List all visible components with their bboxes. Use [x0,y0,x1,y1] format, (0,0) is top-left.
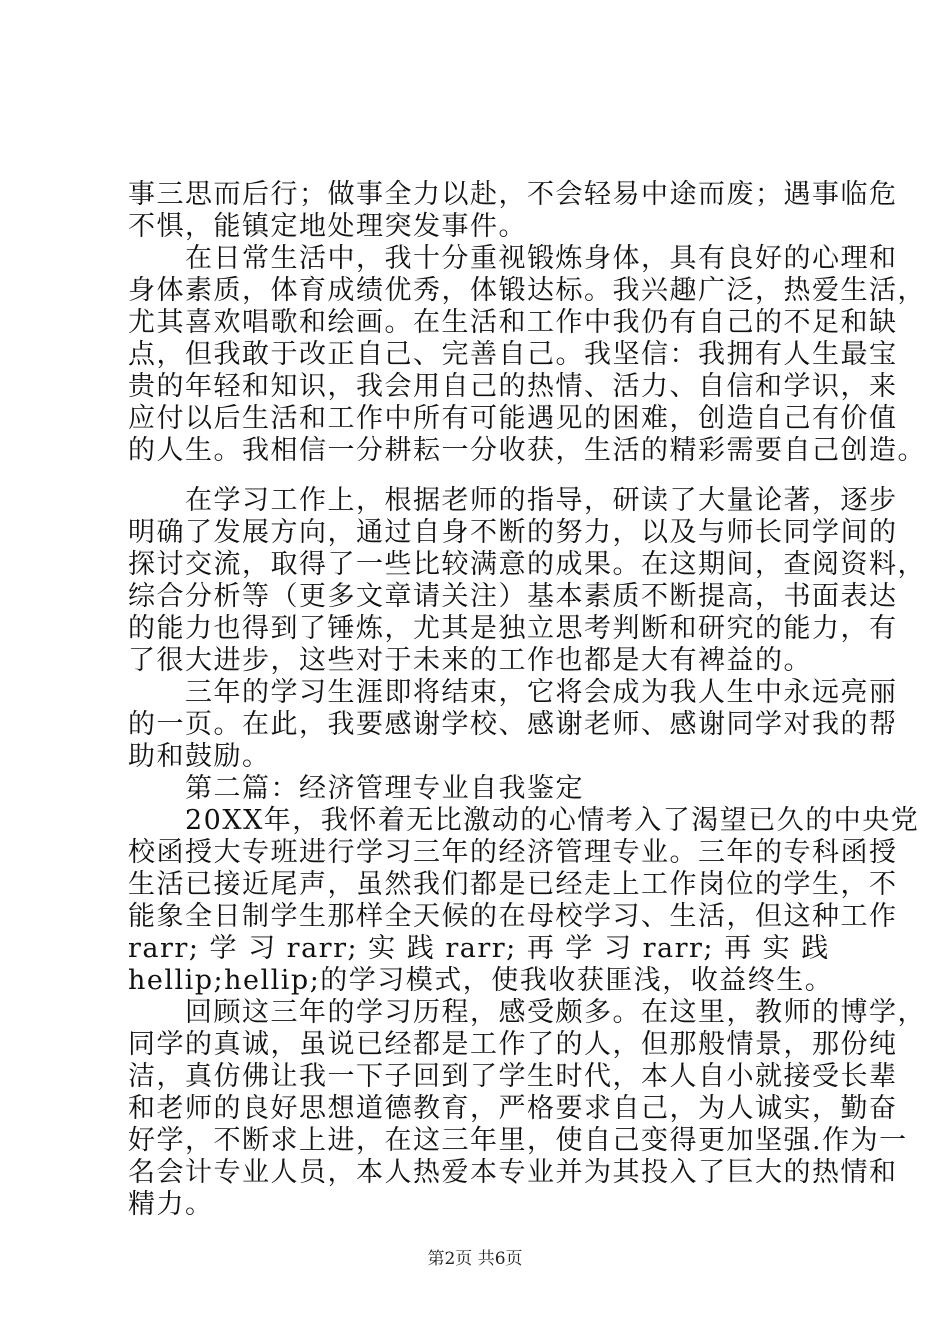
text-line: 身体素质，体育成绩优秀，体锻达标。我兴趣广泛，热爱生活， [128,275,926,306]
text-line: 应付以后生活和工作中所有可能遇见的困难，创造自己有价值 [128,403,898,434]
text-line: 生活已接近尾声，虽然我们都是已经走上工作岗位的学生，不 [128,869,898,900]
text-line: 的人生。我相信一分耕耘一分收获，生活的精彩需要自己创造。 [128,435,926,466]
text-line: 在学习工作上，根据老师的指导，研读了大量论著，逐步 [128,485,898,516]
text-line: 尤其喜欢唱歌和绘画。在生活和工作中我仍有自己的不足和缺 [128,307,898,338]
text-line: 助和鼓励。 [128,741,271,772]
text-line: 回顾这三年的学习历程，感受颇多。在这里，教师的博学， [128,997,926,1028]
text-line: 点，但我敢于改正自己、完善自己。我坚信：我拥有人生最宝 [128,339,898,370]
text-line: 洁，真仿佛让我一下子回到了学生时代，本人自小就接受长辈 [128,1061,898,1092]
text-line: 三年的学习生涯即将结束，它将会成为我人生中永远亮丽 [128,677,898,708]
text-line: 探讨交流，取得了一些比较满意的成果。在这期间，查阅资料， [128,549,926,580]
text-line: hellip;hellip;的学习模式，使我收获匪浅，收益终生。 [128,965,834,996]
text-line: 能象全日制学生那样全天候的在母校学习、生活，但这种工作 [128,901,898,932]
section-heading: 第二篇：经济管理专业自我鉴定 [128,773,584,804]
text-line: 校函授大专班进行学习三年的经济管理专业。三年的专科函授 [128,837,898,868]
text-line: 综合分析等（更多文章请关注）基本素质不断提高，书面表达 [128,581,898,612]
text-line: 的能力也得到了锤炼，尤其是独立思考判断和研究的能力，有 [128,613,898,644]
text-line: 了很大进步，这些对于未来的工作也都是大有裨益的。 [128,645,812,676]
text-line: 好学，不断求上进，在这三年里，使自己变得更加坚强.作为一 [128,1125,908,1156]
text-line: 和老师的良好思想道德教育，严格要求自己，为人诚实，勤奋 [128,1093,898,1124]
text-line: 的一页。在此，我要感谢学校、感谢老师、感谢同学对我的帮 [128,709,898,740]
text-line: 同学的真诚，虽说已经都是工作了的人，但那般情景，那份纯 [128,1029,898,1060]
text-line: 精力。 [128,1189,214,1220]
text-line: 在日常生活中，我十分重视锻炼身体，具有良好的心理和 [128,243,898,274]
text-line: 明确了发展方向，通过自身不断的努力，以及与师长同学间的 [128,517,898,548]
page-footer: 第2页 共6页 [427,1249,523,1269]
text-line: 事三思而后行；做事全力以赴，不会轻易中途而废；遇事临危 [128,179,898,210]
text-line: rarr; 学 习 rarr; 实 践 rarr; 再 学 习 rarr; 再 实 践 [128,933,830,964]
text-line: 名会计专业人员，本人热爱本专业并为其投入了巨大的热情和 [128,1157,898,1188]
text-line: 贵的年轻和知识，我会用自己的热情、活力、自信和学识，来 [128,371,898,402]
text-line: 不惧，能镇定地处理突发事件。 [128,211,527,242]
text-line: 20XX年，我怀着无比激动的心情考入了渴望已久的中央党 [128,805,920,836]
